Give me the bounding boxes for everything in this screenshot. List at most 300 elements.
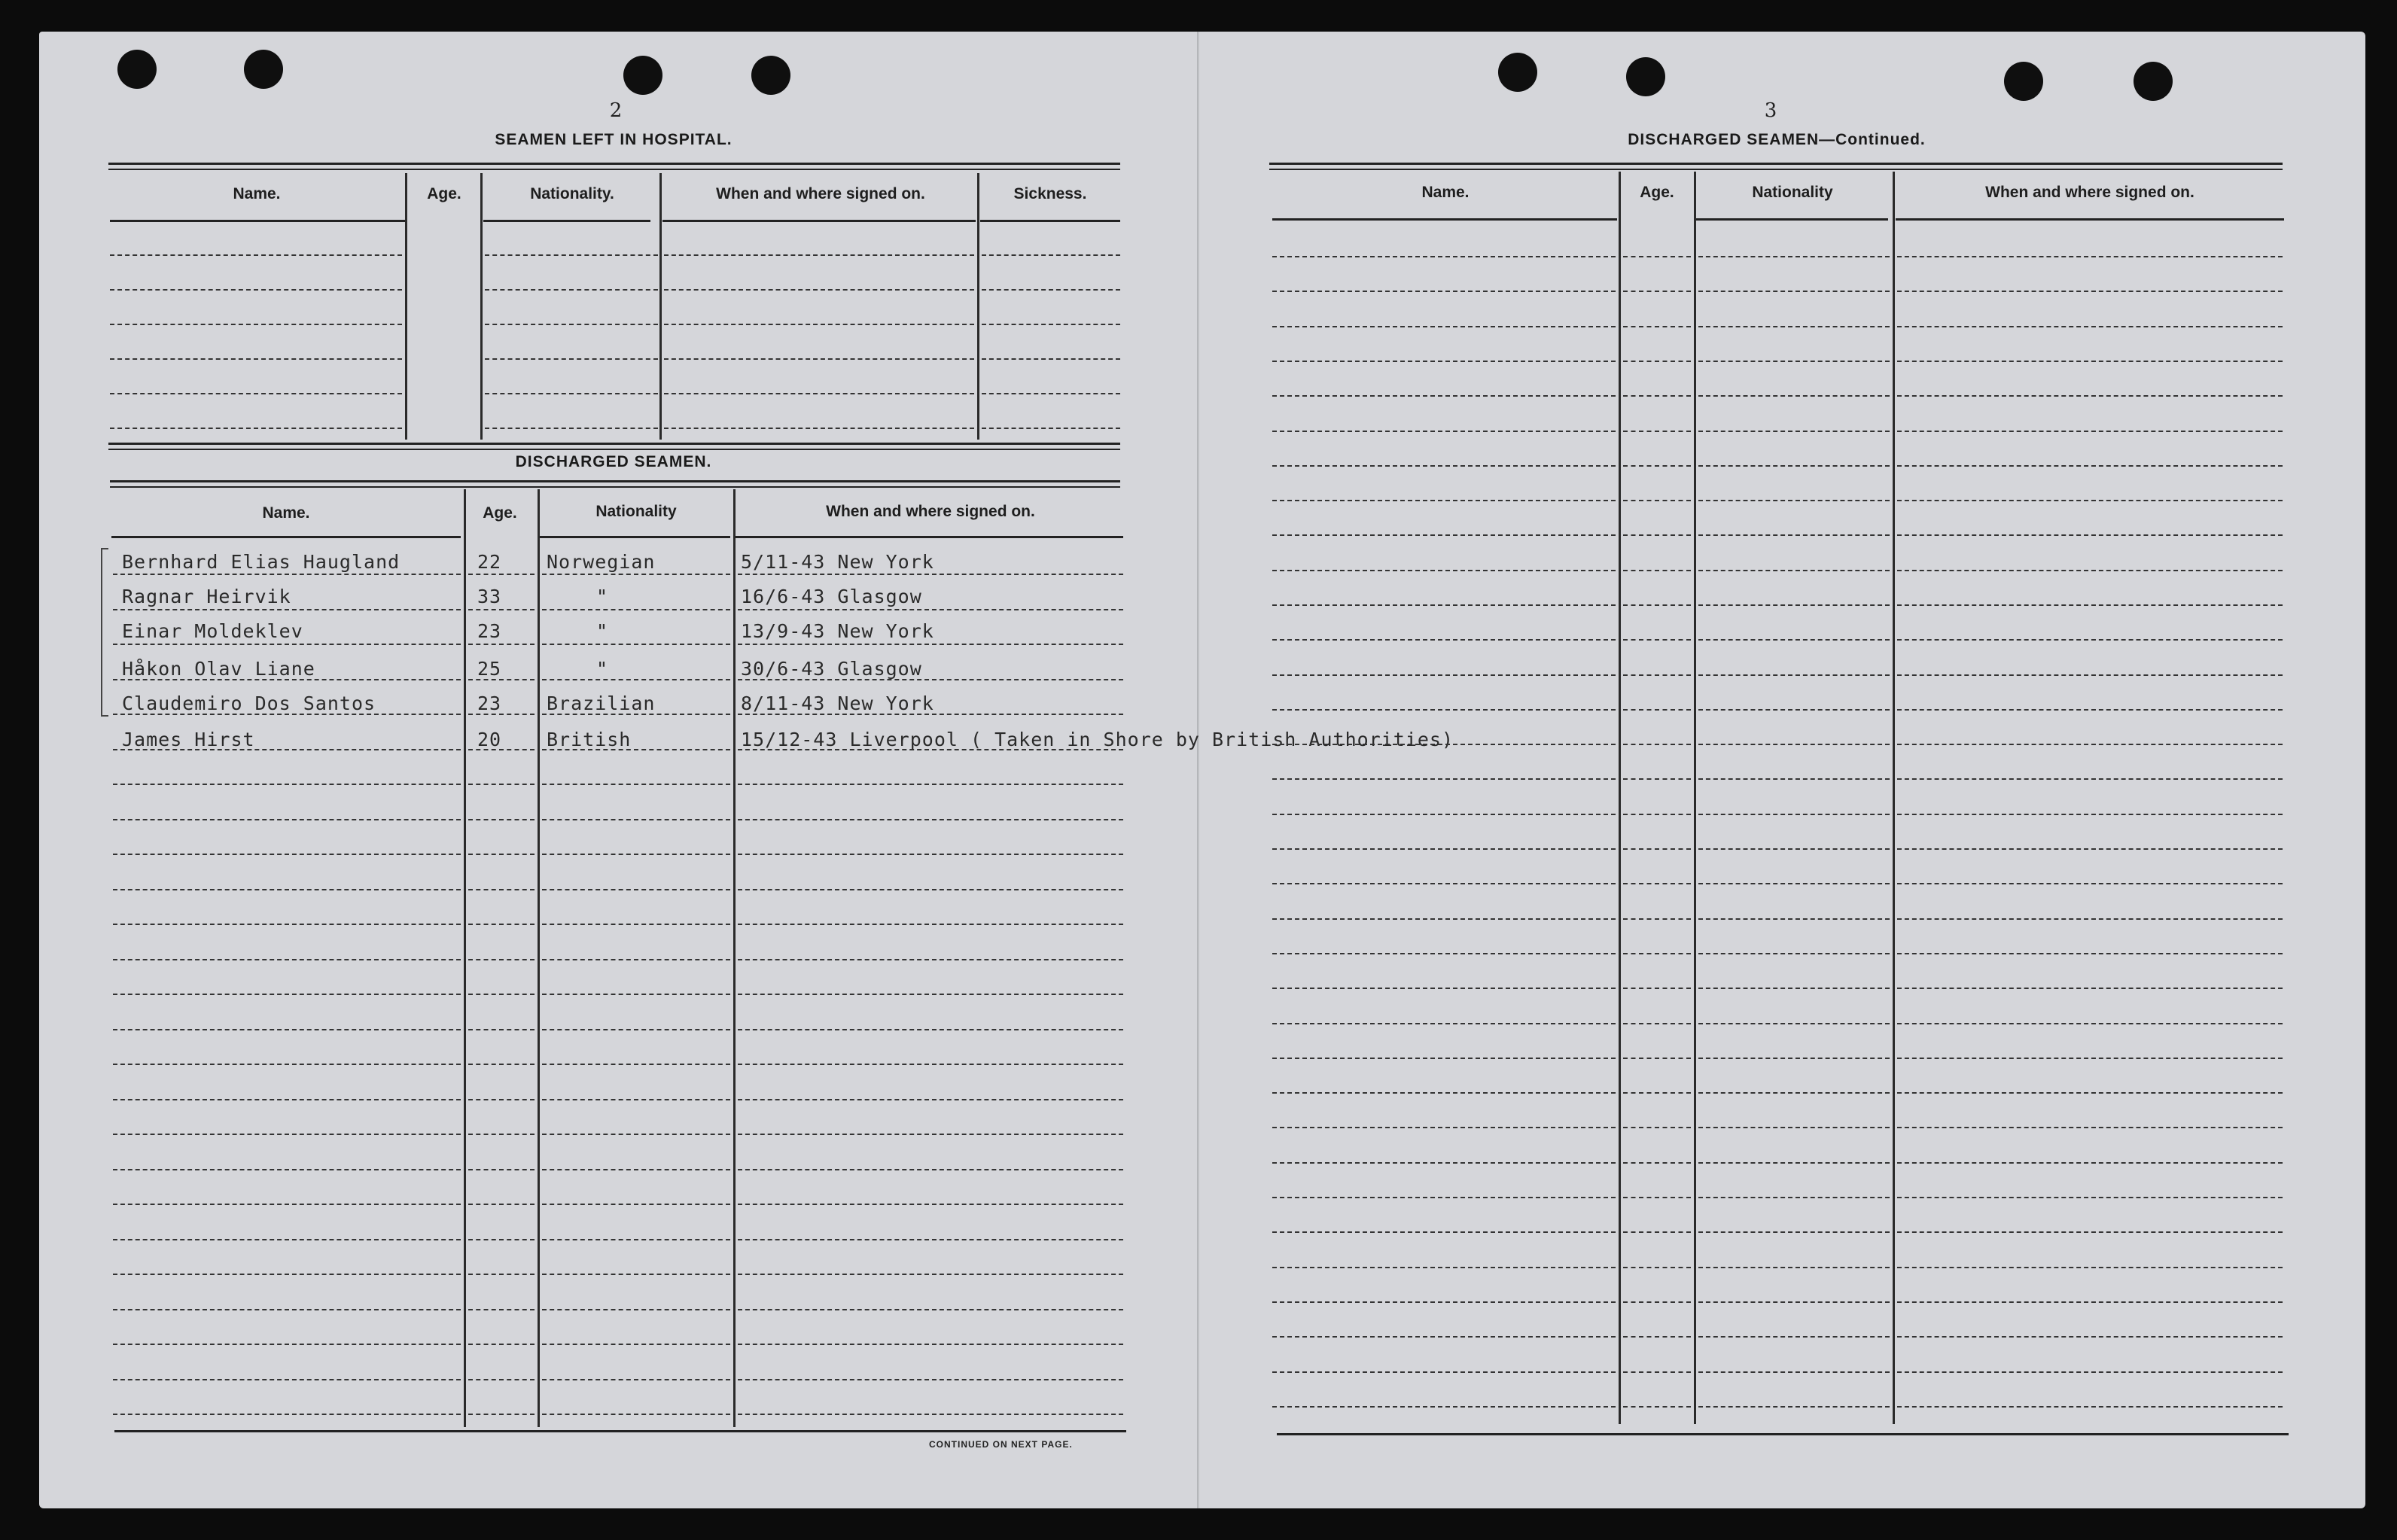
dotted-rule — [1897, 1058, 2283, 1059]
dotted-rule — [1272, 1231, 1616, 1233]
dotted-rule — [468, 819, 535, 820]
dotted-rule — [1623, 570, 1691, 571]
dotted-rule — [1623, 674, 1691, 676]
hospital-header-age: Age. — [427, 185, 461, 202]
dotted-rule — [982, 393, 1120, 394]
dotted-rule — [738, 574, 1123, 575]
dotted-rule — [1623, 1162, 1691, 1164]
hospital-header-sickness: Sickness. — [1013, 185, 1087, 202]
dotted-rule — [113, 1134, 461, 1135]
dotted-rule — [1897, 465, 2283, 467]
dotted-rule — [1623, 918, 1691, 920]
dotted-rule — [1897, 291, 2283, 292]
row-nationality: " — [596, 658, 609, 680]
dotted-rule — [485, 324, 658, 325]
dotted-rule — [110, 393, 402, 394]
dotted-rule — [468, 924, 535, 925]
dotted-rule — [542, 889, 730, 890]
dotted-rule — [542, 1344, 730, 1345]
discharged-header-rule — [735, 536, 1123, 538]
dotted-rule — [485, 428, 658, 429]
dotted-rule — [468, 994, 535, 995]
discharged-col-divider — [733, 489, 736, 1427]
dotted-rule — [1897, 431, 2283, 432]
dotted-rule — [738, 854, 1123, 855]
dotted-rule — [113, 609, 461, 610]
dotted-rule — [982, 324, 1120, 325]
right-bottom-rule — [1277, 1433, 2289, 1435]
dotted-rule — [1272, 395, 1616, 397]
dotted-rule — [1698, 883, 1890, 884]
dotted-rule — [542, 994, 730, 995]
dotted-rule — [1698, 291, 1890, 292]
dotted-rule — [542, 1379, 730, 1380]
left-page — [39, 32, 1200, 1508]
dotted-rule — [1623, 744, 1691, 745]
dotted-rule — [1698, 361, 1890, 362]
dotted-rule — [1272, 256, 1616, 257]
dotted-rule — [113, 1309, 461, 1310]
punch-hole — [1498, 53, 1537, 92]
dotted-rule — [1897, 1127, 2283, 1128]
dotted-rule — [1698, 639, 1890, 641]
dotted-rule — [1698, 778, 1890, 780]
dotted-rule — [468, 609, 535, 610]
dotted-rule — [113, 784, 461, 785]
dotted-rule — [1272, 744, 1616, 745]
dotted-rule — [113, 1239, 461, 1240]
discharged-header-age: Age. — [483, 504, 517, 522]
row-name: Håkon Olav Liane — [122, 658, 315, 680]
dotted-rule — [113, 644, 461, 645]
dotted-rule — [1698, 709, 1890, 711]
dotted-rule — [738, 1239, 1123, 1240]
row-signed-on: 30/6-43 Glasgow — [741, 658, 922, 680]
dotted-rule — [1623, 256, 1691, 257]
dotted-rule — [1623, 953, 1691, 954]
punch-hole — [623, 56, 662, 95]
row-nationality: Norwegian — [547, 551, 656, 573]
dotted-rule — [1623, 465, 1691, 467]
dotted-rule — [1623, 1301, 1691, 1303]
dotted-rule — [1897, 674, 2283, 676]
dotted-rule — [738, 1274, 1123, 1275]
dotted-rule — [542, 784, 730, 785]
dotted-rule — [738, 924, 1123, 925]
dotted-rule — [113, 1029, 461, 1030]
dotted-rule — [542, 574, 730, 575]
dotted-rule — [1272, 674, 1616, 676]
dotted-rule — [1272, 918, 1616, 920]
dotted-rule — [1897, 1092, 2283, 1094]
dotted-rule — [1897, 1197, 2283, 1198]
dotted-rule — [1698, 744, 1890, 745]
dotted-rule — [468, 1064, 535, 1065]
dotted-rule — [1897, 1301, 2283, 1303]
hospital-bottom-rule — [108, 443, 1120, 450]
dotted-rule — [485, 358, 658, 360]
dotted-rule — [468, 889, 535, 890]
hospital-col-divider — [405, 173, 407, 440]
dotted-rule — [1698, 918, 1890, 920]
dotted-rule — [485, 393, 658, 394]
dotted-rule — [1698, 674, 1890, 676]
row-name: Ragnar Heirvik — [122, 586, 291, 607]
row-age: 20 — [477, 729, 502, 750]
row-signed-on: 13/9-43 New York — [741, 620, 934, 642]
discharged-header-nationality: Nationality — [595, 503, 677, 520]
dotted-rule — [738, 644, 1123, 645]
row-age: 23 — [477, 692, 502, 714]
row-age: 25 — [477, 658, 502, 680]
dotted-rule — [1897, 1406, 2283, 1408]
dotted-rule — [1272, 500, 1616, 501]
punch-hole — [244, 50, 283, 89]
discharged-header-rule — [111, 536, 461, 538]
punch-hole — [117, 50, 157, 89]
dotted-rule — [1698, 604, 1890, 606]
dotted-rule — [113, 1204, 461, 1205]
dotted-rule — [1698, 953, 1890, 954]
row-nationality: " — [596, 586, 609, 607]
dotted-rule — [738, 819, 1123, 820]
dotted-rule — [542, 1414, 730, 1415]
dotted-rule — [542, 1239, 730, 1240]
dotted-rule — [1623, 604, 1691, 606]
dotted-rule — [468, 1099, 535, 1100]
dotted-rule — [982, 428, 1120, 429]
dotted-rule — [1897, 395, 2283, 397]
right-col-divider — [1694, 172, 1696, 1424]
dotted-rule — [738, 1099, 1123, 1100]
dotted-rule — [1272, 1301, 1616, 1303]
dotted-rule — [1897, 1336, 2283, 1338]
row-signed-on: 15/12-43 Liverpool ( Taken in Shore by British Authorities) — [741, 729, 1454, 750]
dotted-rule — [110, 324, 402, 325]
right-header-name: Name. — [1421, 184, 1470, 201]
dotted-rule — [468, 854, 535, 855]
dotted-rule — [1623, 1092, 1691, 1094]
dotted-rule — [1897, 1023, 2283, 1024]
dotted-rule — [1698, 1406, 1890, 1408]
row-age: 23 — [477, 620, 502, 642]
dotted-rule — [1272, 1197, 1616, 1198]
dotted-rule — [738, 959, 1123, 960]
dotted-rule — [1698, 1231, 1890, 1233]
dotted-rule — [1698, 570, 1890, 571]
hospital-top-rule — [108, 163, 1120, 170]
dotted-rule — [664, 358, 974, 360]
dotted-rule — [1897, 534, 2283, 536]
dotted-rule — [1623, 291, 1691, 292]
hospital-header-signed-on: When and where signed on. — [716, 185, 925, 202]
dotted-rule — [1897, 883, 2283, 884]
hospital-col-divider — [480, 173, 483, 440]
dotted-rule — [1272, 814, 1616, 815]
dotted-rule — [1897, 500, 2283, 501]
dotted-rule — [542, 924, 730, 925]
dotted-rule — [1272, 291, 1616, 292]
dotted-rule — [1698, 395, 1890, 397]
dotted-rule — [113, 1064, 461, 1065]
dotted-rule — [1623, 1127, 1691, 1128]
margin-bracket — [101, 548, 108, 717]
dotted-rule — [1623, 395, 1691, 397]
dotted-rule — [1698, 534, 1890, 536]
dotted-rule — [1272, 1371, 1616, 1373]
dotted-rule — [468, 1134, 535, 1135]
left-bottom-rule — [114, 1430, 1126, 1432]
dotted-rule — [1272, 1092, 1616, 1094]
dotted-rule — [542, 819, 730, 820]
dotted-rule — [1897, 1371, 2283, 1373]
dotted-rule — [1272, 639, 1616, 641]
dotted-rule — [1623, 1406, 1691, 1408]
dotted-rule — [1897, 953, 2283, 954]
dotted-rule — [542, 1274, 730, 1275]
dotted-rule — [113, 1414, 461, 1415]
discharged-col-divider — [538, 489, 540, 1427]
dotted-rule — [1272, 1336, 1616, 1338]
row-name: Einar Moldeklev — [122, 620, 303, 642]
dotted-rule — [1272, 534, 1616, 536]
dotted-rule — [1698, 814, 1890, 815]
dotted-rule — [113, 959, 461, 960]
dotted-rule — [485, 254, 658, 256]
dotted-rule — [468, 959, 535, 960]
dotted-rule — [1272, 1127, 1616, 1128]
hospital-col-divider — [659, 173, 662, 440]
dotted-rule — [1897, 744, 2283, 745]
dotted-rule — [542, 609, 730, 610]
dotted-rule — [1623, 988, 1691, 989]
right-header-rule — [1695, 218, 1888, 221]
dotted-rule — [1272, 465, 1616, 467]
dotted-rule — [1623, 709, 1691, 711]
dotted-rule — [1698, 326, 1890, 327]
dotted-rule — [982, 289, 1120, 291]
discharged-header-name: Name. — [262, 504, 310, 522]
punch-hole — [2004, 62, 2043, 101]
dotted-rule — [468, 1309, 535, 1310]
dotted-rule — [664, 393, 974, 394]
dotted-rule — [738, 1414, 1123, 1415]
dotted-rule — [738, 994, 1123, 995]
dotted-rule — [468, 644, 535, 645]
dotted-rule — [468, 1379, 535, 1380]
discharged-top-rule — [110, 480, 1120, 488]
dotted-rule — [110, 289, 402, 291]
row-name: Claudemiro Dos Santos — [122, 692, 376, 714]
dotted-rule — [542, 644, 730, 645]
hospital-section-title: SEAMEN LEFT IN HOSPITAL. — [495, 131, 733, 148]
dotted-rule — [1623, 1023, 1691, 1024]
row-signed-on: 16/6-43 Glasgow — [741, 586, 922, 607]
dotted-rule — [1623, 1231, 1691, 1233]
dotted-rule — [113, 854, 461, 855]
hospital-header-name: Name. — [233, 185, 281, 202]
dotted-rule — [468, 1344, 535, 1345]
right-header-nationality: Nationality — [1752, 184, 1833, 201]
dotted-rule — [1623, 883, 1691, 884]
dotted-rule — [1623, 1371, 1691, 1373]
dotted-rule — [542, 1169, 730, 1170]
dotted-rule — [110, 358, 402, 360]
dotted-rule — [542, 679, 730, 680]
hospital-col-divider — [977, 173, 979, 440]
dotted-rule — [1897, 778, 2283, 780]
dotted-rule — [1698, 1092, 1890, 1094]
right-page — [1198, 32, 2365, 1508]
dotted-rule — [738, 1064, 1123, 1065]
right-header-age: Age. — [1640, 184, 1674, 201]
row-nationality: " — [596, 620, 609, 642]
dotted-rule — [1698, 1197, 1890, 1198]
dotted-rule — [1698, 1371, 1890, 1373]
dotted-rule — [1272, 709, 1616, 711]
dotted-rule — [1897, 988, 2283, 989]
hospital-header-rule — [110, 220, 405, 222]
row-nationality: British — [547, 729, 632, 750]
dotted-rule — [468, 1414, 535, 1415]
discharged-col-divider — [464, 489, 466, 1427]
dotted-rule — [1623, 326, 1691, 327]
row-age: 22 — [477, 551, 502, 573]
dotted-rule — [1698, 431, 1890, 432]
hospital-header-rule — [483, 220, 650, 222]
dotted-rule — [1698, 988, 1890, 989]
dotted-rule — [1897, 604, 2283, 606]
dotted-rule — [113, 889, 461, 890]
page-number: 2 — [609, 99, 623, 122]
dotted-rule — [468, 1274, 535, 1275]
right-header-rule — [1896, 218, 2284, 221]
dotted-rule — [1272, 848, 1616, 850]
dotted-rule — [1897, 361, 2283, 362]
dotted-rule — [542, 1064, 730, 1065]
dotted-rule — [1698, 1336, 1890, 1338]
dotted-rule — [110, 428, 402, 429]
punch-hole — [1626, 57, 1665, 96]
dotted-rule — [1623, 1058, 1691, 1059]
page-fold — [1197, 32, 1199, 1508]
dotted-rule — [1272, 604, 1616, 606]
dotted-rule — [1623, 778, 1691, 780]
dotted-rule — [1623, 1197, 1691, 1198]
dotted-rule — [1897, 709, 2283, 711]
right-top-rule — [1269, 163, 2283, 170]
right-header-signed-on: When and where signed on. — [1985, 184, 2194, 201]
discharged-header-rule — [539, 536, 730, 538]
page-number: 3 — [1764, 99, 1777, 122]
dotted-rule — [1897, 326, 2283, 327]
dotted-rule — [1272, 326, 1616, 327]
row-signed-on: 5/11-43 New York — [741, 551, 934, 573]
dotted-rule — [738, 784, 1123, 785]
dotted-rule — [738, 609, 1123, 610]
dotted-rule — [468, 1029, 535, 1030]
dotted-rule — [113, 1344, 461, 1345]
dotted-rule — [1272, 361, 1616, 362]
dotted-rule — [738, 1169, 1123, 1170]
dotted-rule — [982, 254, 1120, 256]
continued-section-title: DISCHARGED SEAMEN—Continued. — [1628, 131, 1926, 148]
dotted-rule — [542, 959, 730, 960]
dotted-rule — [1897, 918, 2283, 920]
dotted-rule — [738, 1134, 1123, 1135]
dotted-rule — [542, 1099, 730, 1100]
dotted-rule — [1272, 1162, 1616, 1164]
dotted-rule — [1698, 1058, 1890, 1059]
dotted-rule — [113, 1274, 461, 1275]
dotted-rule — [542, 1029, 730, 1030]
dotted-rule — [1272, 1058, 1616, 1059]
dotted-rule — [1897, 570, 2283, 571]
dotted-rule — [1698, 1301, 1890, 1303]
dotted-rule — [113, 994, 461, 995]
dotted-rule — [738, 1204, 1123, 1205]
dotted-rule — [1272, 1267, 1616, 1268]
punch-hole — [751, 56, 790, 95]
dotted-rule — [1698, 1162, 1890, 1164]
dotted-rule — [664, 324, 974, 325]
right-col-divider — [1619, 172, 1621, 1424]
punch-hole — [2134, 62, 2173, 101]
right-col-divider — [1893, 172, 1895, 1424]
dotted-rule — [542, 1204, 730, 1205]
dotted-rule — [113, 574, 461, 575]
dotted-rule — [1897, 1162, 2283, 1164]
dotted-rule — [1272, 570, 1616, 571]
dotted-rule — [738, 1029, 1123, 1030]
row-nationality: Brazilian — [547, 692, 656, 714]
dotted-rule — [664, 289, 974, 291]
right-header-rule — [1272, 218, 1617, 221]
hospital-header-rule — [662, 220, 976, 222]
dotted-rule — [1623, 639, 1691, 641]
dotted-rule — [1272, 431, 1616, 432]
dotted-rule — [1698, 256, 1890, 257]
dotted-rule — [542, 854, 730, 855]
discharged-section-title: DISCHARGED SEAMEN. — [515, 453, 712, 470]
dotted-rule — [982, 358, 1120, 360]
dotted-rule — [738, 1309, 1123, 1310]
dotted-rule — [485, 289, 658, 291]
dotted-rule — [664, 254, 974, 256]
continued-note: CONTINUED ON NEXT PAGE. — [929, 1439, 1073, 1450]
dotted-rule — [1272, 1406, 1616, 1408]
dotted-rule — [1623, 500, 1691, 501]
dotted-rule — [1698, 500, 1890, 501]
dotted-rule — [738, 889, 1123, 890]
dotted-rule — [113, 924, 461, 925]
dotted-rule — [1272, 988, 1616, 989]
dotted-rule — [113, 819, 461, 820]
dotted-rule — [113, 1169, 461, 1170]
dotted-rule — [542, 1134, 730, 1135]
dotted-rule — [664, 428, 974, 429]
dotted-rule — [1623, 534, 1691, 536]
hospital-header-rule — [980, 220, 1120, 222]
dotted-rule — [113, 1379, 461, 1380]
dotted-rule — [1623, 814, 1691, 815]
dotted-rule — [1623, 361, 1691, 362]
dotted-rule — [1897, 1267, 2283, 1268]
dotted-rule — [468, 1169, 535, 1170]
dotted-rule — [468, 1239, 535, 1240]
dotted-rule — [1897, 639, 2283, 641]
dotted-rule — [468, 574, 535, 575]
